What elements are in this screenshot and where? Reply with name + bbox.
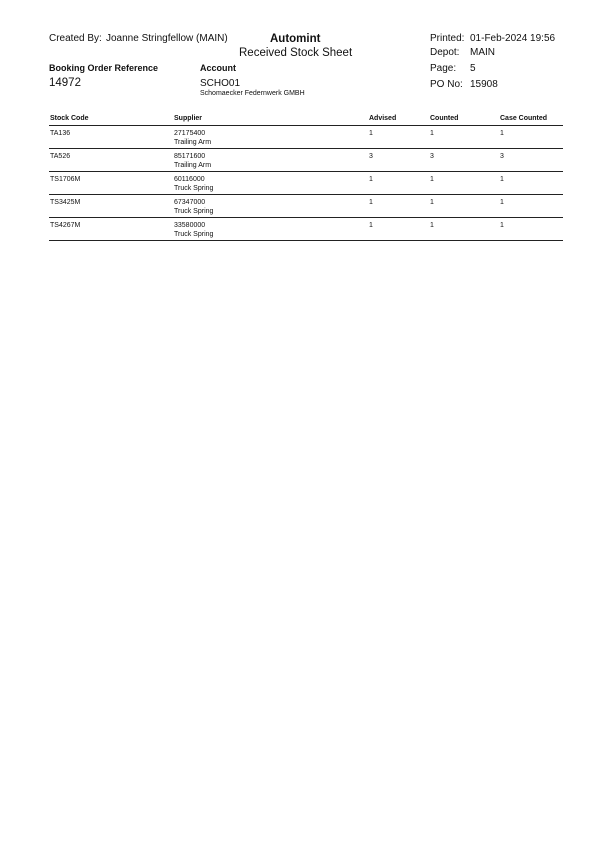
counted-qty: 3 — [430, 153, 434, 160]
advised-qty: 1 — [369, 199, 373, 206]
supplier-cell — [174, 222, 213, 239]
advised-qty: 1 — [369, 176, 373, 183]
supplier-cell — [174, 199, 213, 216]
stock-code: TS4267M — [50, 222, 81, 229]
col-advised: Advised — [369, 115, 397, 122]
table-row — [49, 149, 563, 172]
stock-code: TS3425M — [50, 199, 81, 206]
advised-qty: 1 — [369, 130, 373, 137]
counted-qty: 1 — [430, 199, 434, 206]
supplier-cell — [174, 176, 213, 193]
supplier-desc: Trailing Arm — [174, 161, 212, 169]
page-value: 5 — [470, 63, 476, 74]
supplier-desc: Truck Spring — [174, 184, 214, 192]
counted-qty: 1 — [430, 130, 434, 137]
supplier-code: 67347000 — [174, 199, 206, 206]
supplier-code: 33580000 — [174, 222, 206, 229]
case-counted-qty: 1 — [500, 130, 504, 137]
stock-code: TA526 — [50, 153, 71, 160]
supplier-cell — [174, 153, 211, 170]
col-case-counted: Case Counted — [500, 115, 548, 122]
depot-label: Depot: — [430, 47, 460, 58]
po-label: PO No: — [430, 79, 463, 90]
sheet-title: Received Stock Sheet — [239, 47, 353, 59]
advised-qty: 1 — [369, 222, 373, 229]
po-value: 15908 — [470, 79, 498, 90]
table-header — [49, 114, 563, 126]
supplier-desc: Truck Spring — [174, 207, 214, 215]
printed-label: Printed: — [430, 33, 465, 44]
stock-table — [49, 114, 563, 241]
case-counted-qty: 1 — [500, 176, 504, 183]
created-by-value: Joanne Stringfellow (MAIN) — [106, 33, 228, 44]
table-row — [49, 126, 563, 149]
stock-code: TA136 — [50, 130, 71, 137]
account-label: Account — [200, 63, 236, 73]
company-name: Automint — [270, 33, 321, 45]
booking-ref-value: 14972 — [49, 77, 81, 89]
stock-code: TS1706M — [50, 176, 81, 183]
supplier-cell — [174, 130, 211, 147]
supplier-code: 60116000 — [174, 176, 205, 183]
col-supplier: Supplier — [174, 115, 203, 122]
supplier-code: 27175400 — [174, 130, 206, 137]
booking-ref-label: Booking Order Reference — [49, 63, 159, 73]
supplier-code: 85171600 — [174, 153, 206, 160]
col-stock-code: Stock Code — [50, 115, 89, 122]
counted-qty: 1 — [430, 222, 434, 229]
supplier-desc: Trailing Arm — [174, 138, 212, 146]
table-row — [49, 195, 563, 218]
case-counted-qty: 3 — [500, 153, 504, 160]
account-name: Schomaecker Federnwerk GMBH — [200, 90, 305, 97]
depot-value: MAIN — [470, 47, 495, 58]
table-row — [49, 172, 563, 195]
col-counted: Counted — [430, 115, 459, 122]
printed-value: 01-Feb-2024 19:56 — [470, 33, 556, 44]
case-counted-qty: 1 — [500, 199, 504, 206]
account-code: SCHO01 — [200, 78, 241, 89]
case-counted-qty: 1 — [500, 222, 504, 229]
counted-qty: 1 — [430, 176, 434, 183]
advised-qty: 3 — [369, 153, 373, 160]
page-label: Page: — [430, 63, 457, 74]
supplier-desc: Truck Spring — [174, 230, 214, 238]
table-row — [49, 218, 563, 241]
created-by-label: Created By: — [49, 33, 102, 44]
